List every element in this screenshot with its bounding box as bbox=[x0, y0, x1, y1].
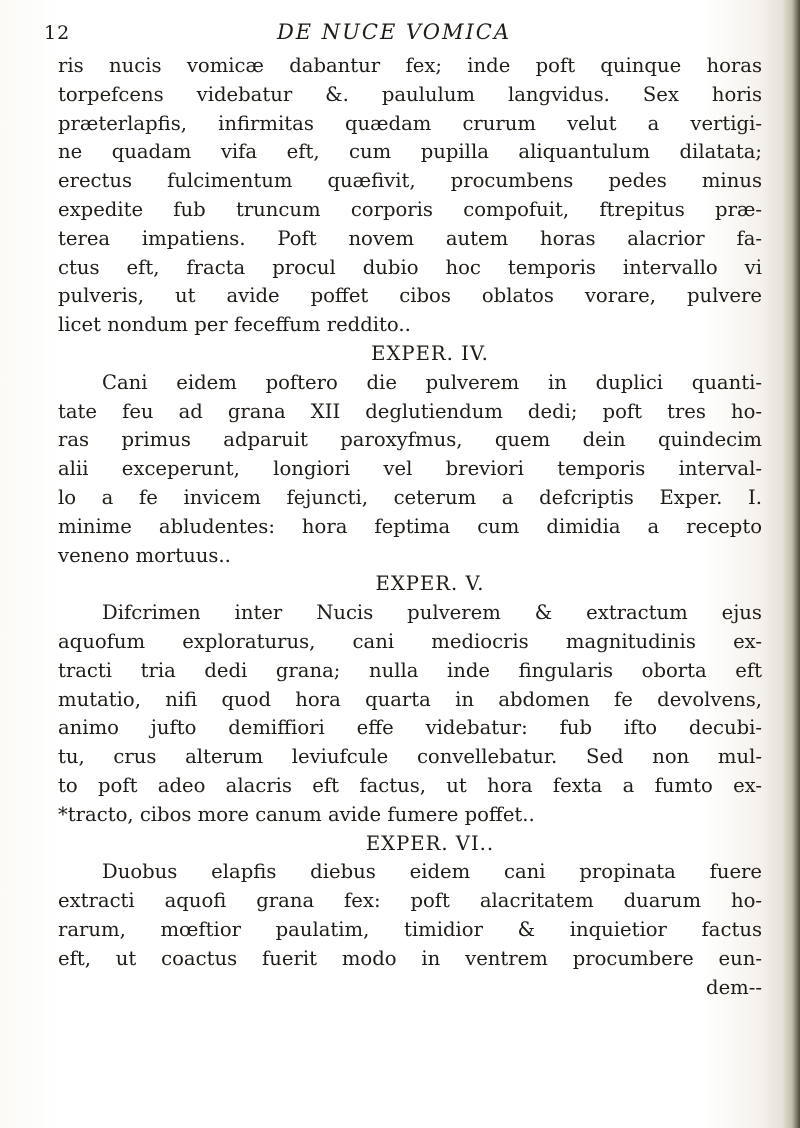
text-line: minime abludentes: hora feptima cum dimidia a recepto bbox=[58, 514, 762, 538]
running-head bbox=[44, 20, 744, 50]
text-line: Difcrimen inter Nucis pulverem & extractum ejus bbox=[102, 601, 762, 625]
text-line: veneno mortuus.. bbox=[58, 543, 231, 567]
running-title: DE NUCE VOMICA bbox=[276, 20, 512, 44]
text-line: mutatio, nifi quod hora quarta in abdomen fe devolvens, bbox=[58, 687, 762, 711]
text-line: lo a fe invicem fejuncti, ceterum a defcriptis Exper. I. bbox=[58, 485, 762, 509]
text-line: eft, ut coactus fuerit modo in ventrem procumbere eun- bbox=[58, 946, 762, 970]
text-line: aquofum exploraturus, cani mediocris magnitudinis ex- bbox=[58, 629, 762, 653]
text-line: Duobus elapfis diebus eidem cani propinata fuere bbox=[102, 860, 762, 884]
text-line: torpefcens videbatur &. paululum langvidus. Sex horis bbox=[58, 82, 762, 106]
page-number: 12 bbox=[44, 22, 71, 44]
text-line: præterlapfis, infirmitas quædam crurum velut a vertigi- bbox=[58, 111, 762, 135]
text-line: animo jufto demiffiori effe videbatur: fub ifto decubi- bbox=[58, 716, 762, 740]
text-line: ris nucis vomicæ dabantur fex; inde poft quinque horas bbox=[58, 54, 762, 77]
text-line: to poft adeo alacris eft factus, ut hora fexta a fumto ex- bbox=[58, 773, 762, 797]
text-line: ras primus adparuit paroxyfmus, quem dein quindecim bbox=[58, 428, 762, 452]
text-line: tate feu ad grana XII deglutiendum dedi; poft tres ho- bbox=[58, 399, 762, 423]
experiment-heading-5: EXPER. V. bbox=[375, 572, 485, 596]
paragraph-exper-5 bbox=[58, 599, 762, 829]
text-line: ne quadam vifa eft, cum pupilla aliquantulum dilatata; bbox=[58, 140, 762, 164]
paragraph-continuation bbox=[58, 52, 762, 340]
text-line: *tracto, cibos more canum avide fumere poffet.. bbox=[58, 802, 535, 826]
catchword: dem-- bbox=[706, 975, 762, 999]
experiment-heading-4: EXPER. IV. bbox=[371, 341, 489, 365]
text-line: extracti aquofi grana fex: poft alacritatem duarum ho- bbox=[58, 889, 762, 913]
text-line: alii exceperunt, longiori vel breviori temporis interval- bbox=[58, 457, 762, 481]
paragraph-exper-4 bbox=[58, 369, 762, 571]
experiment-heading-6: EXPER. VI.. bbox=[365, 831, 495, 855]
text-block bbox=[58, 52, 762, 1002]
text-line: licet nondum per feceffum reddito.. bbox=[58, 313, 411, 337]
text-line: pulveris, ut avide poffet cibos oblatos vorare, pulvere bbox=[58, 284, 762, 308]
text-line: rarum, mœftior paulatim, timidior & inquietior factus bbox=[58, 917, 762, 941]
text-line: expedite fub truncum corporis compofuit, ftrepitus præ- bbox=[58, 197, 762, 221]
paragraph-exper-6 bbox=[58, 858, 762, 1002]
text-line: erectus fulcimentum quæfivit, procumbens pedes minus bbox=[58, 169, 762, 193]
text-line: tu, crus alterum leviufcule convellebatur. Sed non mul- bbox=[58, 745, 762, 769]
text-line: tracti tria dedi grana; nulla inde fingularis oborta eft bbox=[58, 658, 762, 682]
text-line: terea impatiens. Poft novem autem horas alacrior fa- bbox=[58, 226, 762, 250]
text-line: ctus eft, fracta procul dubio hoc temporis intervallo vi bbox=[58, 255, 762, 279]
page-edge-shadow bbox=[782, 0, 800, 1128]
text-line: Cani eidem poftero die pulverem in duplici quanti- bbox=[102, 370, 762, 394]
